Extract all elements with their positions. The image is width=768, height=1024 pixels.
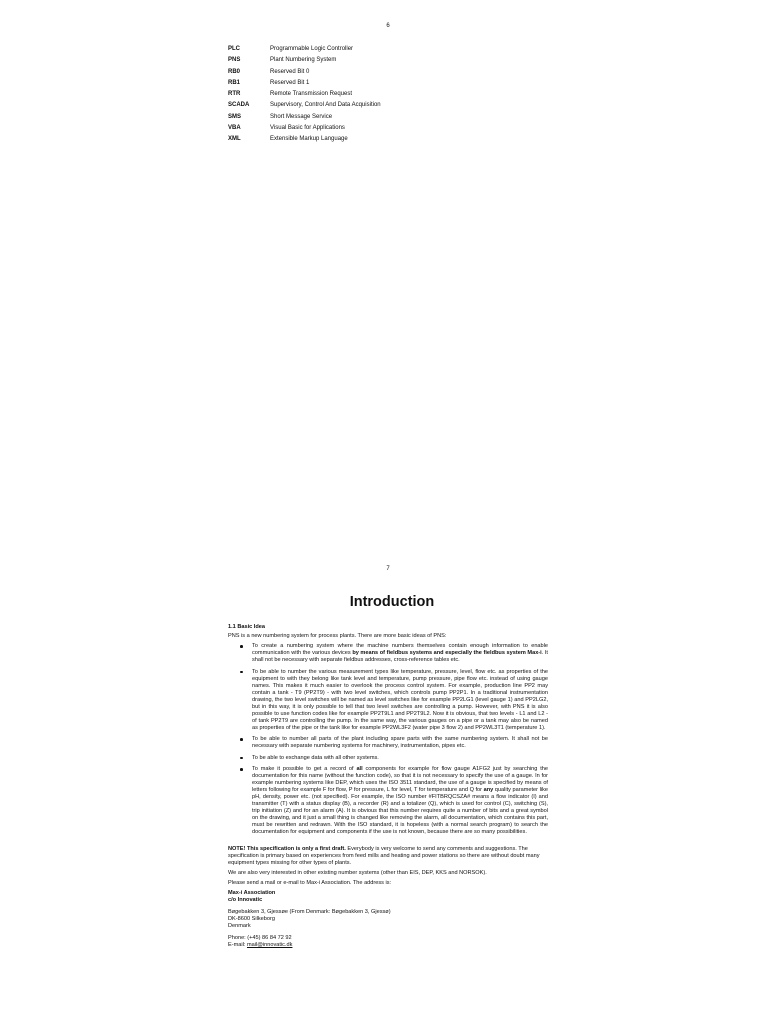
organization-care-of: c/o Innovatic bbox=[228, 897, 263, 903]
abbreviation-row bbox=[228, 112, 381, 123]
list-item-text: To be able to number all parts of the plant including spare parts with the same numbering system. It shall not be necessary with separate numbering systems for machinery, instrumentation, pipes etc. bbox=[252, 736, 548, 749]
abbreviation-term: SMS bbox=[228, 113, 242, 120]
section-heading: 1.1 Basic Idea bbox=[228, 624, 266, 630]
abbreviation-row bbox=[228, 89, 381, 100]
lead-paragraph: PNS is a new numbering system for process plants. There are more basic ideas of PNS: bbox=[228, 633, 447, 639]
list-item bbox=[228, 766, 548, 836]
note-label: NOTE! This specification is only a first draft. bbox=[228, 846, 346, 852]
abbreviation-term: SCADA bbox=[228, 102, 250, 109]
abbreviation-row bbox=[228, 78, 381, 89]
abbreviation-row bbox=[228, 67, 381, 78]
abbreviation-term: PNS bbox=[228, 57, 241, 64]
abbreviation-term: XML bbox=[228, 136, 241, 143]
bullet-icon bbox=[240, 671, 243, 674]
page-number: 7 bbox=[386, 566, 390, 572]
abbreviation-term: PLC bbox=[228, 46, 240, 52]
list-item-text: quality parameter like pH, density, power etc. (not specified). For example, the ISO number #FITBRQCSZA# means a flow indicator (I) and transmitter (T) with a status display (B), a recorder (R) and a totalizer (Q), which is used for control (C), switching (S), trip initiation (Z) and for an alarm (A). It is obvious that this number requires quite a number of bits and a great symbol on the drawing, and it just a small thing is changed like removing the alarm, all documentation, which contains this part, must be rewritten and redrawn. With the ISO standard, it is hopeless (with a normal search program) to search the documentation for equipment and components if the use is not known, because there are so many possibilities. bbox=[252, 787, 548, 835]
list-item-emphasis: any bbox=[483, 787, 494, 793]
list-item-text: components for example for flow gauge A1FG2 just by searching the documentation for this name (without the function code), so that it is not necessary to specify the use of a gauge. In for example numbering systems like DEP, which uses the ISO 3511 standard, the use of a gauge is specified by means of letters following for example F for flow, P for pressure, L for level, T for temperature and Q for bbox=[252, 766, 549, 793]
basic-ideas-list bbox=[228, 643, 548, 836]
abbreviation-definition: Supervisory, Control And Data Acquisition bbox=[270, 102, 381, 109]
email-line bbox=[228, 942, 548, 949]
note-paragraph bbox=[228, 846, 548, 867]
list-item-emphasis: all bbox=[356, 766, 363, 772]
bullet-icon bbox=[240, 768, 243, 771]
abbreviation-table bbox=[228, 44, 381, 146]
email-link[interactable]: mail@innovatic.dk bbox=[246, 942, 293, 948]
list-item-text: To make it possible to get a record of bbox=[252, 766, 357, 772]
abbreviation-term: RB1 bbox=[228, 79, 241, 86]
list-item bbox=[228, 755, 548, 762]
list-item bbox=[228, 643, 548, 664]
address-line: Denmark bbox=[228, 923, 251, 929]
abbreviation-row bbox=[228, 55, 381, 66]
abbreviation-term: VBA bbox=[228, 125, 241, 132]
abbreviation-definition: Programmable Logic Controller bbox=[270, 46, 354, 52]
abbreviation-term: RTR bbox=[228, 91, 241, 98]
abbreviation-definition: Short Message Service bbox=[270, 113, 333, 120]
page-title: Introduction bbox=[349, 594, 435, 610]
abbreviation-row bbox=[228, 134, 381, 145]
abbreviation-definition: Reserved Bit 0 bbox=[270, 68, 310, 75]
bullet-icon bbox=[240, 738, 243, 741]
introduction-section bbox=[228, 592, 548, 949]
bullet-icon bbox=[240, 757, 243, 760]
abbreviation-row bbox=[228, 100, 381, 111]
list-item-text: To be able to exchange data with all other systems. bbox=[252, 754, 379, 761]
list-item bbox=[228, 669, 548, 732]
abbreviation-term: RB0 bbox=[228, 68, 241, 75]
organization-name: Max-i Association bbox=[228, 890, 276, 896]
abbreviation-row bbox=[228, 44, 381, 55]
also-interested-paragraph: We are also very interested in other existing number systems (other than EIS, DEP, KKS and NORSOK). bbox=[228, 870, 487, 876]
phone-line: Phone: (+45) 86 84 72 92 bbox=[228, 935, 292, 941]
address-line: Bøgebakken 3, Gjessøe (From Denmark: Bøgebakken 3, Gjessø) bbox=[228, 909, 391, 915]
list-item-text: . It shall not be necessary with separate fieldbus addresses, cross-reference tables etc. bbox=[252, 650, 548, 663]
abbreviation-definition: Visual Basic for Applications bbox=[270, 125, 345, 132]
please-send-paragraph: Please send a mail or e-mail to Max-i Association. The address is: bbox=[228, 880, 392, 886]
abbreviation-definition: Remote Transmission Request bbox=[270, 91, 353, 98]
abbreviation-definition: Reserved Bit 1 bbox=[270, 79, 310, 86]
list-item-text: To be able to number the various measurement types like temperature, pressure, level, flow etc. as properties of the equipment to with they belong like tank level and temperature, pump pressure, pipe flow etc. instead of using gauge names. This makes it much easier to overlook the process control system. For example, production line PP2 may contain a tank - T9 (PP2T9) - with two level switches, which controls pump PP2P1. In a traditional instrumentation drawing, the two level switches will be named as level switches like for example PP2LG1 (level gauge 1) and PP2LG2, but in this way, it is only possible to tell that two level switches are controlling a pump. However, with PNS it is also possible to use function codes like for example PP2T9L1 and PP2T9L2. Now it is obvious, that two levels - L1 and L2 - of tank PP2T9 are controlling the pump. In the same way, the various gauges on a pipe or a tank may also be named as properties of the pipe or the tank like for example PP2WL3F2 (water pipe 3 flow 2) and PP2WL3T1 (temperature 1). bbox=[252, 668, 548, 731]
email-label: E-mail: bbox=[228, 942, 247, 948]
list-item-text: To create a numbering system where the machine numbers themselves contain enough information to enable communication with the various devices bbox=[252, 643, 548, 656]
address-line: DK-8600 Silkeborg bbox=[228, 916, 275, 922]
list-item bbox=[228, 736, 548, 750]
abbreviation-definition: Plant Numbering System bbox=[270, 57, 337, 64]
page-number: 6 bbox=[386, 23, 390, 29]
bullet-icon bbox=[240, 645, 243, 648]
list-item-emphasis: by means of fieldbus systems and especially the fieldbus system Max-i bbox=[352, 650, 542, 656]
note-text: Everybody is very welcome to send any comments and suggestions. The specification is primary based on experiences from feed mills and heating and power stations so there are without doubt many equipment types missing for other types of plants. bbox=[228, 846, 540, 866]
abbreviation-definition: Extensible Markup Language bbox=[270, 136, 348, 143]
abbreviation-row bbox=[228, 123, 381, 134]
address-block bbox=[228, 890, 548, 949]
